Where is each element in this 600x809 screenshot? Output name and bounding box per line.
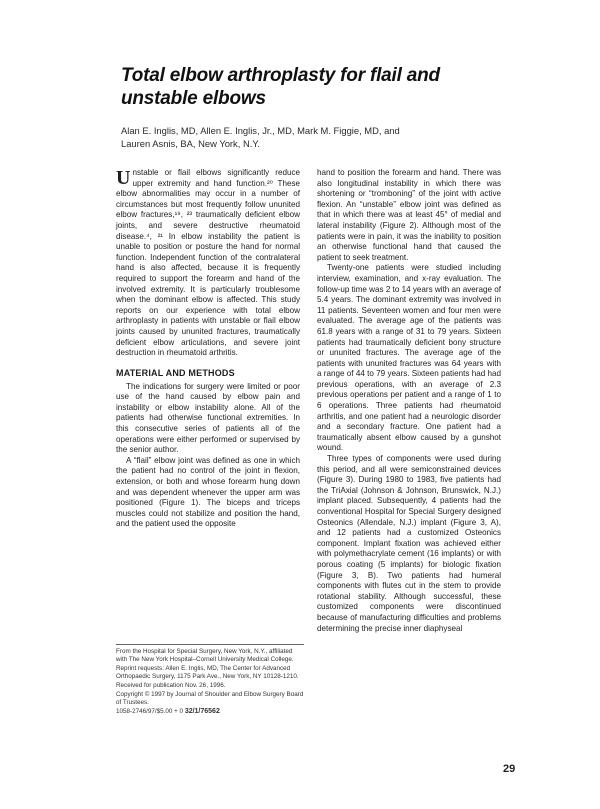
left-column [116,168,300,530]
issn-code: 32/1/76562 [184,708,220,715]
page-number: 29 [503,763,516,775]
footnote-divider [116,644,304,645]
authors-line-2: Lauren Asnis, BA, New York, N.Y. [121,138,260,149]
footnote-affiliation: From the Hospital for Special Surgery, New York, N.Y., affiliated with The New York Hospital–Cornell University Medical College. [116,648,294,663]
article-title [121,64,521,110]
footnotes [116,648,304,717]
drop-cap: U [116,167,131,189]
footnote-reprint: Reprint requests: Allen E. Inglis, MD, The Center for Advanced Orthopaedic Surgery, 1175 Park Ave., New York, NY 10128-1210. [116,665,299,680]
section-heading-methods: MATERIAL AND METHODS [116,367,235,378]
right-column [317,168,501,634]
footnote-issn [116,708,304,716]
intro-text: nstable or flail elbows significantly reduce upper extremity and hand function.²⁰ These elbow abnormalities may occur in a number of circumstances but most frequently follow ununited elbow fractures,¹⁹, ²³ traumatically deficient elbow joints, and severe destructive rheumatoid disease.⁴, ²¹ In elbow instability the patient is unable to position or posture the hand for normal function. Independent function of the contralateral hand is also affected, because it is frequently required to support the forearm and hand of the involved extremity. It is particularly troublesome when the dominant elbow is affected. This study reports on our experience with total elbow arthroplasty in patients with unstable or flail elbow joints caused by ununited fractures, traumatically deficient elbow articulations, and severe joint destruction in rheumatoid arthritis. [116,168,300,358]
right-paragraph-2: Twenty-one patients were studied including interview, examination, and x-ray evaluation. The follow-up time was 2 to 14 years with an average of 5.4 years. The dominant extremity was involved in 11 patients. Seventeen women and four men were evaluated. The average age of the patients was 61.8 years with a range of 31 to 79 years. Sixteen patients had traumatically deficient bony structure or ununited fractures. The average age of the patients with ununited fractures was 64 years with a range of 44 to 79 years. Sixteen patients had had previous operations, with an average of 2.3 previous operations per patient and a range of 1 to 6 operations. Three patients had rheumatoid arthritis, and one patient had a neurologic disorder and a secondary fracture. One patient had a traumatically absent elbow caused by a gunshot wound. [317,263,502,453]
right-paragraph-1: hand to position the forearm and hand. There was also longitudinal instability in which there was shortening or “tromboning” of the joint with active flexion. An “unstable” elbow joint was defined as that in which there was at least 45° of medial and lateral instability (Figure 2). Although most of the patients were in pain, it was the inability to position an otherwise functional hand that caused the patient to seek treatment. [317,168,501,262]
issn-prefix: 1058-2746/97/$5.00 + 0 [116,708,184,715]
author-byline [121,124,451,150]
authors-line-1: Alan E. Inglis, MD, Allen E. Inglis, Jr., MD, Mark M. Figgie, MD, and [121,125,400,136]
footnote-copyright: Copyright © 1997 by Journal of Shoulder and Elbow Surgery Board of Trustees. [116,691,304,706]
footnote-received: Received for publication Nov. 26, 1996. [116,682,226,689]
right-paragraph-3: Three types of components were used during this period, and all were semiconstrained devices (Figure 3). During 1980 to 1983, five patients had the TriAxial (Johnson & Johnson, Brunswick, N.J.) implant placed. Subsequently, 4 patients had the conventional Hospital for Special Surgery designed Osteonics (Allendale, N.J.) implant (Figure 3, A), and 12 patients had a customized Osteonics component. Implant fixation was achieved either with polymethacrylate cement (16 implants) or with porous coating (5 implants) for biologic fixation (Figure 3, B). Two patients had humeral components with flutes cut in the stem to provide rotational stability. Although successful, these customized components were discontinued because of manufacturing difficulties and problems determining the precise inner diaphyseal [317,454,501,633]
title-line-1: Total elbow arthroplasty for flail and [121,65,440,86]
title-line-2: unstable elbows [121,88,266,109]
methods-paragraph-1: The indications for surgery were limited or poor use of the hand caused by elbow pain and instability or elbow instability alone. All of the patients had otherwise functional extremities. In this consecutive series of patients all of the operations were either performed or supervised by the senior author. [116,381,300,455]
intro-paragraph [116,168,300,359]
methods-paragraph-2: A “flail” elbow joint was defined as one in which the patient had no control of the joint in flexion, extension, or both and whose forearm hung down and was dependent whenever the upper arm was positioned (Figure 1). The biceps and triceps muscles could not stabilize and position the hand, and the patient used the opposite [116,455,300,529]
